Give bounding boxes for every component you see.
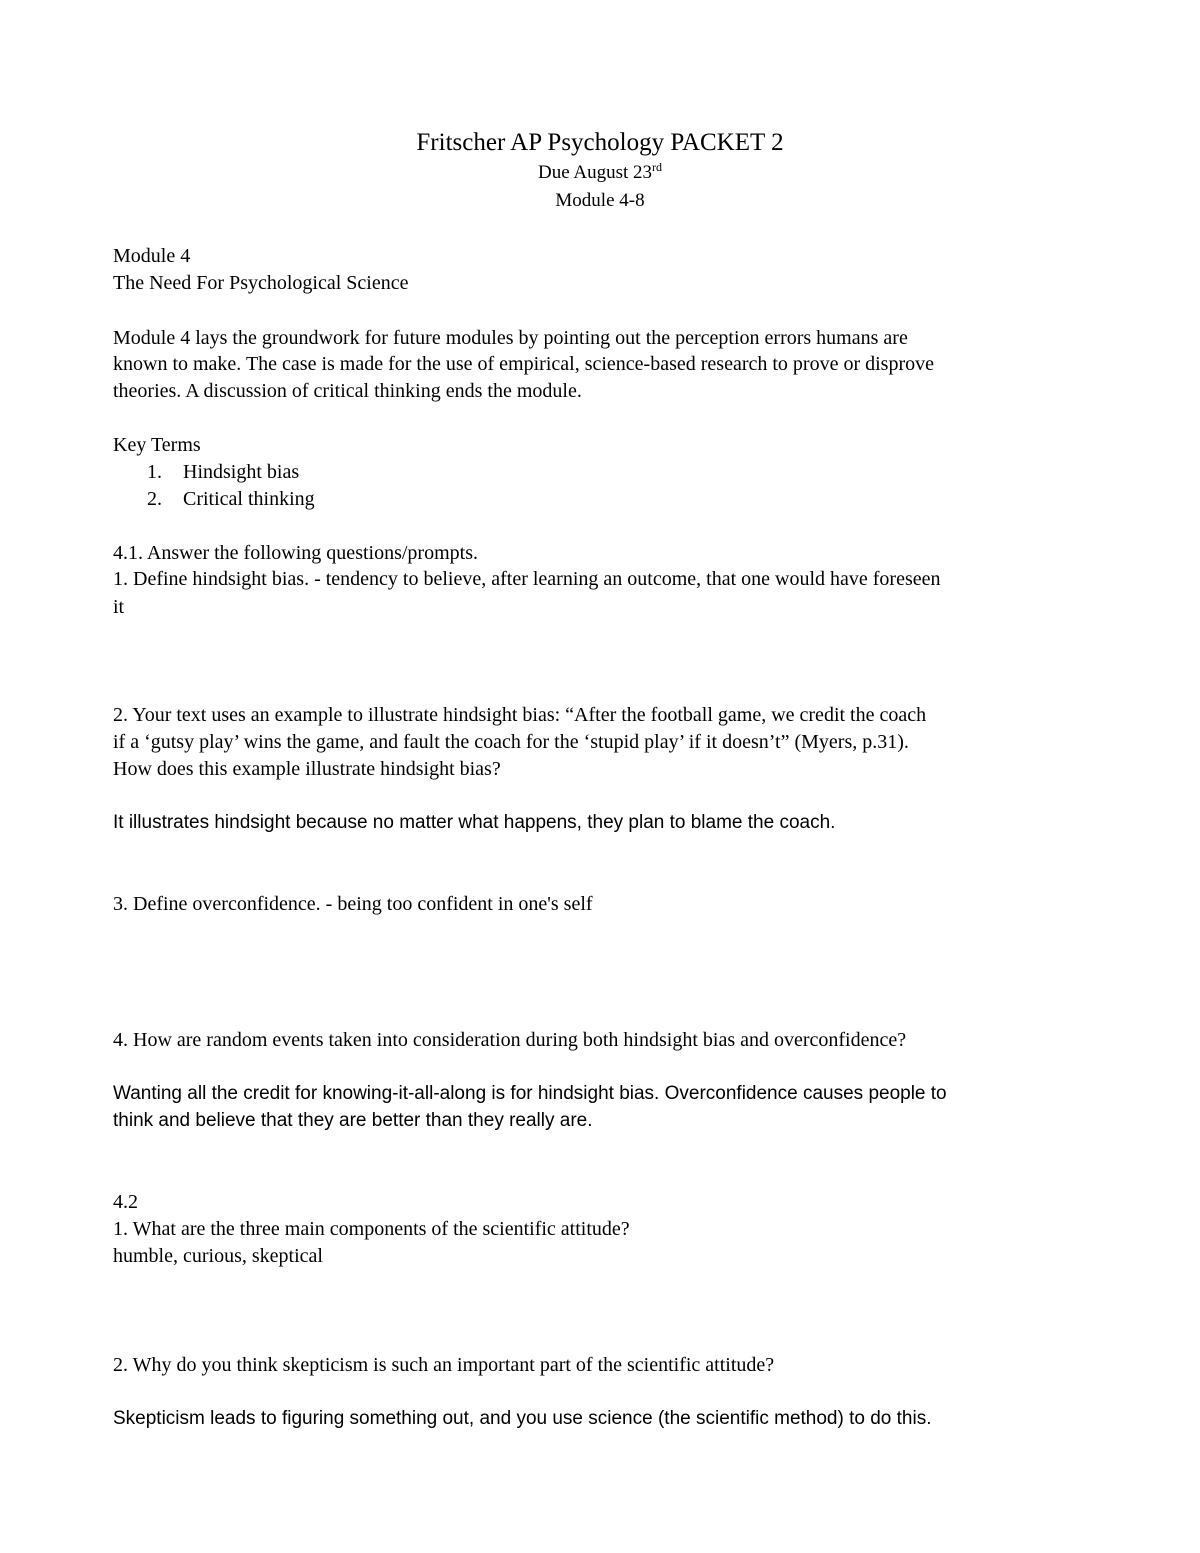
answer-2: Skepticism leads to figuring something out, and you use science (the scientific method) to do this. [113, 1408, 932, 1429]
answer-4-line: Wanting all the credit for knowing-it-all-along is for hindsight bias. Overconfidence causes people to [113, 1083, 947, 1104]
module-subtitle: The Need For Psychological Science [113, 272, 409, 294]
list-number: 1. [147, 461, 162, 483]
intro-line: known to make. The case is made for the use of empirical, science-based research to prove or disprove [113, 353, 934, 375]
question-2-line: if a ‘gutsy play’ wins the game, and fault the coach for the ‘stupid play’ if it doesn’t” (Myers, p.31). [113, 731, 909, 753]
intro-line: theories. A discussion of critical thinking ends the module. [113, 380, 582, 402]
question-3: 3. Define overconfidence. - being too confident in one's self [113, 893, 593, 915]
answer-1: humble, curious, skeptical [113, 1245, 323, 1267]
document-title: Fritscher AP Psychology PACKET 2 [416, 129, 784, 156]
module-range: Module 4-8 [555, 190, 645, 211]
question-2-line: How does this example illustrate hindsight bias? [113, 758, 501, 780]
question-2-line: 2. Your text uses an example to illustrate hindsight bias: “After the football game, we credit the coach [113, 704, 927, 726]
due-date-suffix: rd [652, 160, 662, 174]
module-heading: Module 4 [113, 245, 191, 267]
section-heading: 4.1. Answer the following questions/prompts. [113, 542, 478, 564]
question-1-line: it [113, 596, 125, 618]
list-number: 2. [147, 488, 162, 510]
question-1-line: 1. Define hindsight bias. - tendency to believe, after learning an outcome, that one would have foreseen [113, 568, 941, 590]
answer-4-line: think and believe that they are better than they really are. [113, 1110, 593, 1131]
intro-line: Module 4 lays the groundwork for future modules by pointing out the perception errors humans are [113, 327, 908, 349]
due-date [0, 160, 1200, 183]
question-4: 4. How are random events taken into consideration during both hindsight bias and overconfidence? [113, 1029, 907, 1051]
due-date-text: Due August 23 [538, 162, 652, 183]
answer-2: It illustrates hindsight because no matter what happens, they plan to blame the coach. [113, 812, 836, 833]
key-terms-label: Key Terms [113, 434, 201, 456]
section-heading: 4.2 [113, 1191, 138, 1213]
question-2: 2. Why do you think skepticism is such an important part of the scientific attitude? [113, 1354, 775, 1376]
question-1: 1. What are the three main components of the scientific attitude? [113, 1218, 630, 1240]
key-term-text: Hindsight bias [183, 461, 300, 483]
key-term-text: Critical thinking [183, 488, 315, 510]
